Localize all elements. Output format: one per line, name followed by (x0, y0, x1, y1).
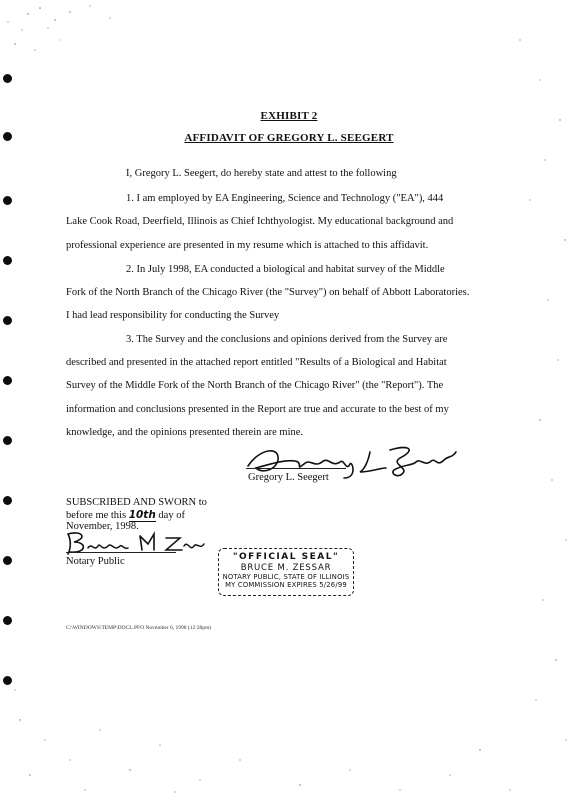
paragraph-line: 2. In July 1998, EA conducted a biological and habitat survey of the Middle (126, 264, 445, 275)
affiant-printed-name: Gregory L. Seegert (248, 472, 329, 483)
jurat-text: before me this (66, 510, 127, 521)
punch-hole (3, 556, 12, 565)
paragraph-line: Fork of the North Branch of the Chicago River (the "Survey") on behalf of Abbott Laboratories. (66, 287, 470, 298)
paragraph-line: professional experience are presented in my resume which is attached to this affidavit. (66, 240, 429, 251)
seal-notary-name: BRUCE M. ZESSAR (240, 563, 332, 573)
jurat-month-year: November, 1998. (66, 521, 139, 532)
notary-signature (62, 528, 212, 558)
paragraph-line: Lake Cook Road, Deerfield, Illinois as Chief Ichthyologist. My educational background and (66, 216, 454, 227)
punch-hole (3, 616, 12, 625)
official-seal-stamp (218, 548, 354, 596)
punch-hole (3, 496, 12, 505)
notary-signature-line (66, 552, 176, 553)
seal-commission: MY COMMISSION EXPIRES 5/26/99 (225, 581, 347, 589)
paragraph-line: described and presented in the attached report entitled "Results of a Biological and Habitat (66, 357, 447, 368)
seal-state: NOTARY PUBLIC, STATE OF ILLINOIS (222, 573, 350, 581)
punch-hole (3, 74, 12, 83)
jurat-line: SUBSCRIBED AND SWORN to (66, 497, 207, 508)
jurat-text: day of (158, 510, 185, 521)
paragraph-line: Survey of the Middle Fork of the North Branch of the Chicago River" (the "Report"). The (66, 380, 444, 391)
exhibit-label: EXHIBIT 2 (260, 110, 318, 122)
paragraph-line: information and conclusions presented in the Report are true and accurate to the best of my (66, 404, 449, 415)
punch-hole (3, 676, 12, 685)
seal-heading: "OFFICIAL SEAL" (232, 552, 340, 562)
signature-line (246, 468, 346, 469)
paragraph-line: 3. The Survey and the conclusions and opinions derived from the Survey are (126, 334, 448, 345)
paragraph-line: 1. I am employed by EA Engineering, Science and Technology ("EA"), 444 (126, 193, 444, 204)
jurat-day: 10th (128, 509, 156, 521)
punch-hole (3, 436, 12, 445)
intro-statement: I, Gregory L. Seegert, do hereby state and attest to the following (126, 168, 397, 179)
punch-hole (3, 316, 12, 325)
punch-hole (3, 376, 12, 385)
paragraph-line: I had lead responsibility for conducting the Survey (66, 310, 280, 321)
file-path-footer: C:\WINDOWS\TEMP\DOCL.PFO November 6, 1998 (12:38pm) (66, 625, 212, 631)
affidavit-title: AFFIDAVIT OF GREGORY L. SEEGERT (184, 132, 394, 144)
notary-label: Notary Public (66, 556, 125, 567)
punch-hole (3, 256, 12, 265)
paragraph-line: knowledge, and the opinions presented therein are mine. (66, 427, 304, 438)
punch-hole (3, 196, 12, 205)
